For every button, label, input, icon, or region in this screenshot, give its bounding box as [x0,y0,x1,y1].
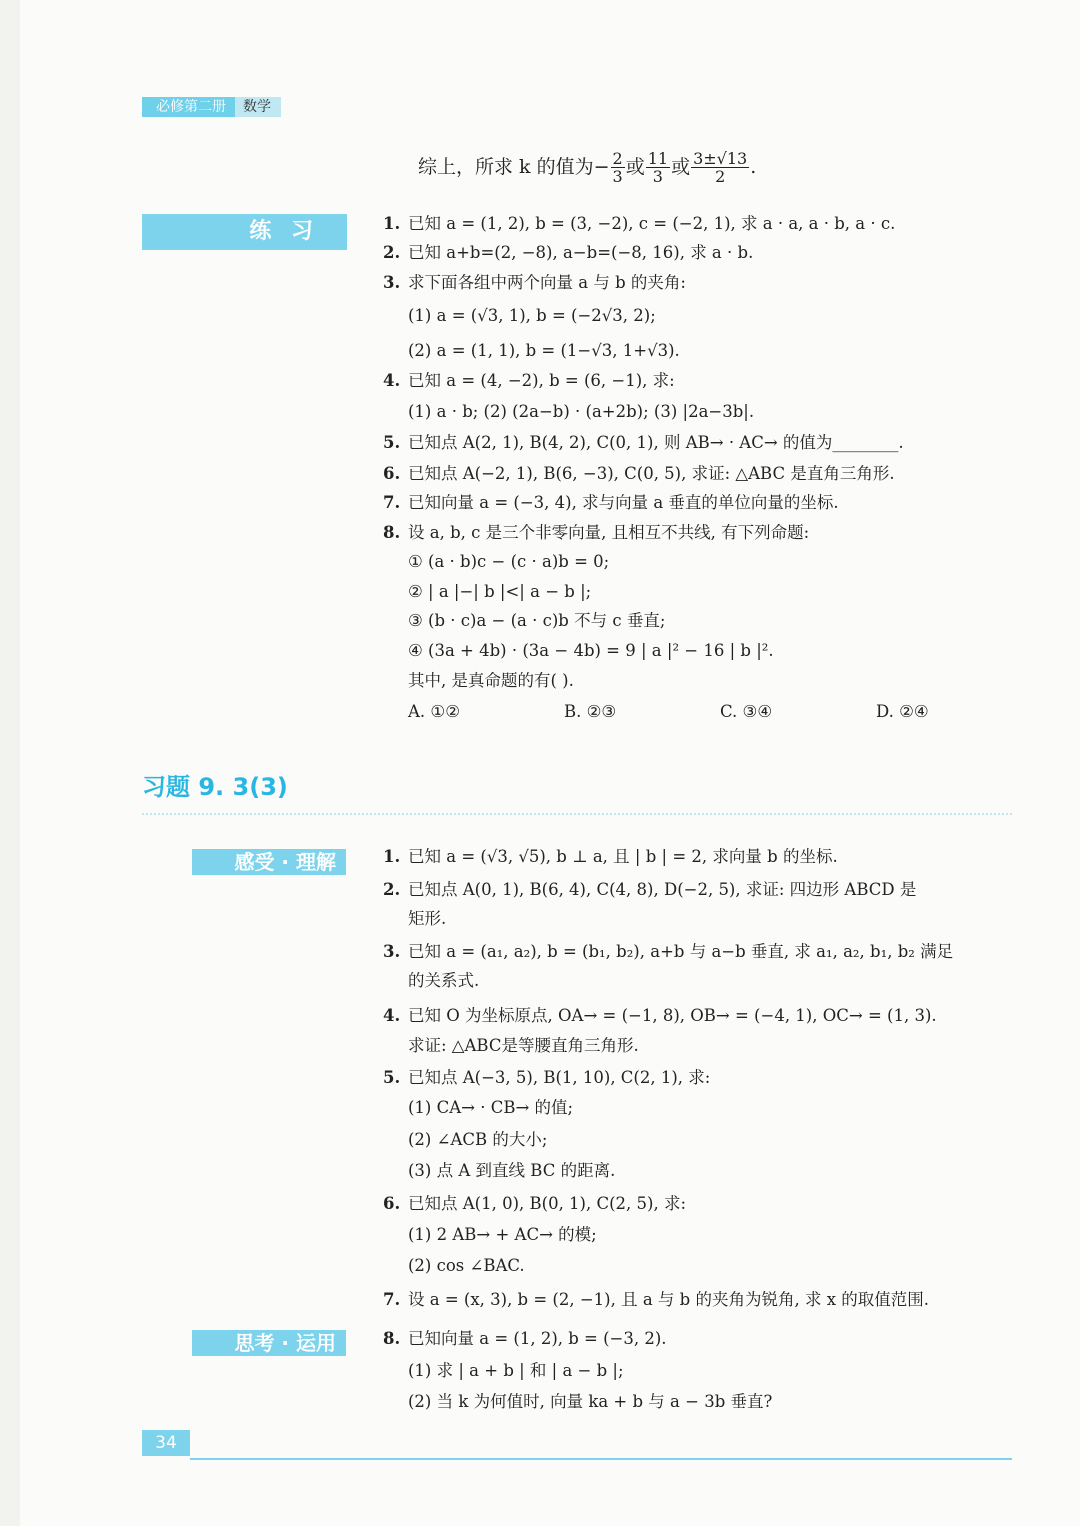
problem-line [383,844,838,870]
problem-line [383,1065,710,1091]
problem-text: 已知点 A(0, 1), B(6, 4), C(4, 8), D(−2, 5), 求证: 四边形 ABCD 是 [408,880,917,899]
problem-line [383,240,753,266]
problem-line [408,1222,597,1248]
problem-number: 1. [383,214,401,233]
problem-number: 6. [383,464,401,483]
problem-line [408,1253,525,1279]
problem-line [408,1358,624,1384]
section-divider [142,813,1012,815]
problem-line [408,1158,615,1184]
problem-text: ① (a · b)c − (c · a)b = 0; [408,552,610,571]
or-word: 或 [671,156,691,178]
problem-text: 设 a = (x, 3), b = (2, −1), 且 a 与 b 的夹角为锐角, 求 x 的取值范围. [408,1290,930,1309]
problem-text: 设 a, b, c 是三个非零向量, 且相互不共线, 有下列命题: [408,523,810,542]
page-number: 34 [142,1430,190,1456]
problem-text: ④ (3a + 4b) · (3a − 4b) = 9 | a |² − 16 | b |². [408,641,774,660]
problem-line [408,549,609,575]
problem-text: (2) a = (1, 1), b = (1−√3, 1+√3). [408,341,680,360]
problem-text: 已知 a = (a₁, a₂), b = (b₁, b₂), a+b 与 a−b 垂直, 求 a₁, a₂, b₁, b₂ 满足 [408,942,954,961]
footer-rule [190,1458,1012,1460]
problem-number: 5. [383,1068,401,1087]
choice-c: C. ③④ [720,702,773,721]
fraction-numerator: 11 [647,148,669,168]
problem-text: (1) a = (√3, 1), b = (−2√3, 2); [408,306,656,325]
fraction-numerator: 3±√13 [693,148,748,168]
problem-line [408,338,680,364]
problem-number: 4. [383,1006,401,1025]
problem-line [408,968,479,994]
choice-d: D. ②④ [876,702,929,721]
conclusion-prefix: 综上，所求 k 的值为− [418,156,610,178]
fraction-1 [611,150,625,185]
problem-text: 已知向量 a = (−3, 4), 求与向量 a 垂直的单位向量的坐标. [408,493,839,512]
conclusion-line [418,146,756,188]
problem-text: 已知 O 为坐标原点, OA→ = (−1, 8), OB→ = (−4, 1), OC→ = (1, 3). [408,1006,937,1025]
problem-line [383,939,953,965]
problem-text: (1) 2 AB→ + AC→ 的模; [408,1225,597,1244]
problem-text: 矩形. [408,909,447,928]
problem-text: ③ (b · c)a − (a · c)b 不与 c 垂直; [408,611,666,630]
problem-text: (2) 当 k 为何值时, 向量 ka + b 与 a − 3b 垂直? [408,1392,773,1411]
problem-text: (2) cos ∠BAC. [408,1256,525,1275]
problem-line [383,461,895,487]
problem-line [383,490,839,516]
problem-number: 8. [383,523,401,542]
or-word: 或 [625,156,645,178]
problem-line [408,1033,639,1059]
problem-text: (3) 点 A 到直线 BC 的距离. [408,1161,616,1180]
think-apply-label: 思考 · 运用 [192,1330,346,1356]
problem-line [408,906,446,932]
problem-line [383,1003,937,1029]
problem-text: 已知点 A(−2, 1), B(6, −3), C(0, 5), 求证: △ABC 是直角三角形. [408,464,895,483]
problem-line [383,368,675,394]
problem-number: 2. [383,243,401,262]
fraction-denominator: 3 [652,166,663,186]
problem-text: 求证: △ABC是等腰直角三角形. [408,1036,639,1055]
fraction-3 [691,150,749,185]
problem-line [383,211,895,237]
conclusion-end: . [750,156,757,178]
problem-number: 8. [383,1329,401,1348]
problem-text: 求下面各组中两个向量 a 与 b 的夹角: [408,273,686,292]
problem-text: (1) a · b; (2) (2a−b) · (a+2b); (3) |2a−3b|. [408,402,755,421]
problem-text: (2) ∠ACB 的大小; [408,1130,548,1149]
problem-line [383,1326,667,1352]
book-volume: 必修第二册 [142,97,235,117]
section-title: 习题 9. 3(3) [142,773,288,801]
problem-number: 2. [383,880,401,899]
problem-line [408,608,665,634]
problem-number: 6. [383,1194,401,1213]
problem-number: 7. [383,493,401,512]
problem-line [383,520,809,546]
running-header [142,97,281,117]
problem-line [408,1127,547,1153]
problem-text: 已知向量 a = (1, 2), b = (−3, 2). [408,1329,667,1348]
choice-b: B. ②③ [564,702,617,721]
problem-line [383,1191,686,1217]
problem-number: 3. [383,273,401,292]
problem-text: (1) 求 | a + b | 和 | a − b |; [408,1361,624,1380]
problem-text: 已知 a = (√3, √5), b ⊥ a, 且 | b | = 2, 求向量 b 的坐标. [408,847,838,866]
feel-understand-label: 感受 · 理解 [192,849,346,875]
problem-line [383,430,904,456]
fraction-denominator: 3 [612,166,623,186]
problem-line [408,638,774,664]
problem-text: 已知点 A(−3, 5), B(1, 10), C(2, 1), 求: [408,1068,711,1087]
fraction-denominator: 2 [715,166,726,186]
problem-line [383,877,916,903]
problem-line [408,1095,573,1121]
problem-text: 的关系式. [408,971,480,990]
problem-line [408,1389,772,1415]
problem-number: 5. [383,433,401,452]
problem-line [408,668,574,694]
problem-line [408,303,656,329]
problem-line [408,579,591,605]
problem-text: 已知点 A(2, 1), B(4, 2), C(0, 1), 则 AB→ · AC→ 的值为________. [408,433,904,452]
fraction-2 [646,150,670,185]
problem-number: 1. [383,847,401,866]
problem-line [383,1287,929,1313]
problem-number: 4. [383,371,401,390]
problem-text: ② | a |−| b |<| a − b |; [408,582,592,601]
problem-number: 3. [383,942,401,961]
answer-choices [408,699,968,725]
problem-line [383,270,686,296]
problem-text: 已知 a = (1, 2), b = (3, −2), c = (−2, 1), 求 a · a, a · b, a · c. [408,214,896,233]
problem-line [408,399,754,425]
problem-text: 已知点 A(1, 0), B(0, 1), C(2, 5), 求: [408,1194,687,1213]
problem-text: 已知 a+b=(2, −8), a−b=(−8, 16), 求 a · b. [408,243,754,262]
practice-label: 练 习 [142,214,347,250]
problem-text: 其中, 是真命题的有( ). [408,671,574,690]
choice-a: A. ①② [408,702,460,721]
problem-text: (1) CA→ · CB→ 的值; [408,1098,574,1117]
fraction-numerator: 2 [612,148,623,168]
problem-number: 7. [383,1290,401,1309]
page-gutter [0,0,20,1526]
subject-name: 数学 [235,97,281,117]
problem-text: 已知 a = (4, −2), b = (6, −1), 求: [408,371,675,390]
